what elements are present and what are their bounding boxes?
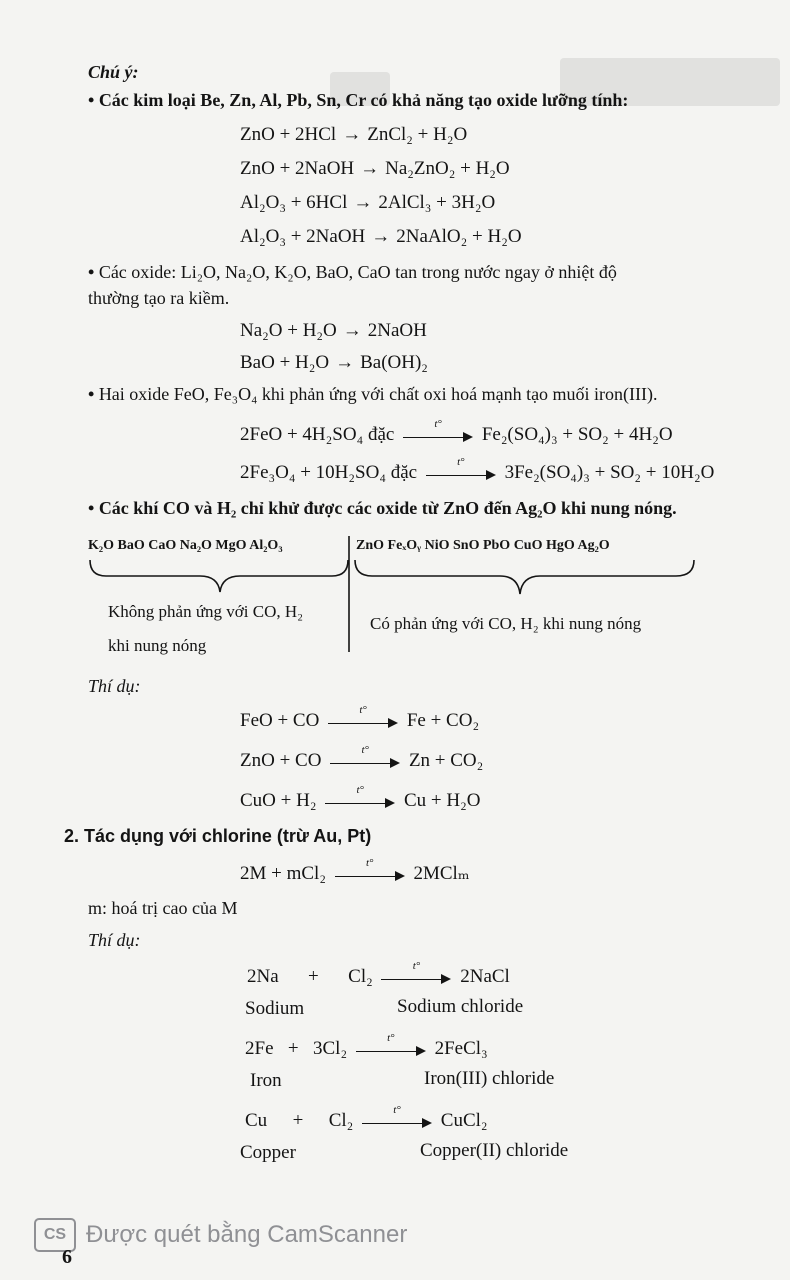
bullet-dot: • bbox=[88, 498, 95, 518]
equation: 2FeO + 4H₂SO₄ đặc t° Fe₂(SO₄)₃ + SO₂ + 4H₂O bbox=[240, 417, 673, 445]
example-label: Thí dụ: bbox=[88, 676, 141, 696]
element-name: Copper bbox=[240, 1142, 296, 1163]
equation: ZnO + 2HCl → ZnCl₂ + H₂O bbox=[240, 124, 468, 145]
chlorine-equation: 2Fe + 3Cl₂ t° 2FeCl₃ bbox=[245, 1031, 488, 1059]
heat-arrow: t° bbox=[403, 426, 473, 446]
left-brace bbox=[90, 560, 348, 592]
heat-arrow: t° bbox=[330, 752, 400, 772]
note-title: Chú ý: bbox=[88, 62, 139, 82]
heat-arrow: t° bbox=[325, 792, 395, 812]
bullet-text: Các oxide: Li₂O, Na₂O, K₂O, BaO, CaO tan trong nước ngay ở nhiệt độ bbox=[98, 262, 617, 282]
page-number: 6 bbox=[62, 1246, 72, 1268]
example-label-2: Thí dụ: bbox=[88, 930, 141, 950]
equation: 2Fe₃O₄ + 10H₂SO₄ đặc t° 3Fe₂(SO₄)₃ + SO₂ + 10H₂O bbox=[240, 455, 715, 483]
heat-arrow: t° bbox=[356, 1040, 426, 1060]
bullet-text: Các kim loại Be, Zn, Al, Pb, Sn, Cr có khả năng tạo oxide lưỡng tính: bbox=[98, 90, 629, 110]
watermark-text: Được quét bằng CamScanner bbox=[86, 1221, 408, 1248]
equation: FeO + CO t° Fe + CO₂ bbox=[240, 703, 480, 731]
heat-arrow: t° bbox=[335, 865, 405, 885]
equation: BaO + H₂O → Ba(OH)₂ bbox=[240, 352, 428, 373]
camscanner-logo-icon: CS bbox=[34, 1218, 76, 1252]
no-reaction-note-2: khi nung nóng bbox=[108, 636, 207, 655]
product-name: Copper(II) chloride bbox=[420, 1140, 569, 1161]
section-heading: 2. Tác dụng với chlorine (trừ Au, Pt) bbox=[64, 826, 372, 846]
heat-arrow: t° bbox=[328, 712, 398, 732]
equation: Na₂O + H₂O → 2NaOH bbox=[240, 320, 427, 341]
reducible-oxides: ZnO FeₓOᵧ NiO SnO PbO CuO HgO Ag₂O bbox=[356, 538, 610, 553]
product-name: Iron(III) chloride bbox=[424, 1068, 555, 1089]
equation: ZnO + CO t° Zn + CO₂ bbox=[240, 743, 484, 771]
bullet-dot: • bbox=[88, 262, 95, 282]
non-reducible-oxides: K₂O BaO CaO Na₂O MgO Al₂O₃ bbox=[88, 538, 283, 553]
chlorine-equation: 2Na + Cl₂ t° 2NaCl bbox=[247, 959, 510, 987]
element-name: Sodium bbox=[245, 998, 305, 1019]
bullet-dot: • bbox=[88, 90, 95, 110]
no-reaction-note: Không phản ứng với CO, H₂ bbox=[108, 602, 304, 621]
valence-note: m: hoá trị cao của M bbox=[88, 898, 238, 918]
chlorine-equation: Cu + Cl₂ t° CuCl₂ bbox=[245, 1103, 488, 1131]
bullet-dot: • bbox=[88, 384, 95, 404]
heat-arrow: t° bbox=[381, 968, 451, 988]
general-equation: 2M + mCl₂ t° 2MClₘ bbox=[240, 856, 470, 884]
camscanner-watermark bbox=[34, 1218, 407, 1252]
bullet-text: Các khí CO và H₂ chỉ khử được các oxide từ ZnO đến Ag₂O khi nung nóng. bbox=[98, 498, 677, 518]
heat-arrow: t° bbox=[426, 464, 496, 484]
right-brace bbox=[355, 560, 694, 594]
element-name: Iron bbox=[250, 1070, 282, 1091]
product-name: Sodium chloride bbox=[397, 996, 524, 1017]
equation: ZnO + 2NaOH → Na₂ZnO₂ + H₂O bbox=[240, 158, 510, 179]
equation: Al₂O₃ + 2NaOH → 2NaAlO₂ + H₂O bbox=[240, 226, 522, 247]
heat-arrow: t° bbox=[362, 1112, 432, 1132]
bullet-text: Hai oxide FeO, Fe₃O₄ khi phản ứng với chất oxi hoá mạnh tạo muối iron(III). bbox=[98, 384, 658, 404]
equation: CuO + H₂ t° Cu + H₂O bbox=[240, 783, 481, 811]
reaction-note: Có phản ứng với CO, H₂ khi nung nóng bbox=[370, 614, 642, 633]
bullet-continuation: thường tạo ra kiềm. bbox=[88, 288, 230, 308]
equation: Al₂O₃ + 6HCl → 2AlCl₃ + 3H₂O bbox=[240, 192, 496, 213]
